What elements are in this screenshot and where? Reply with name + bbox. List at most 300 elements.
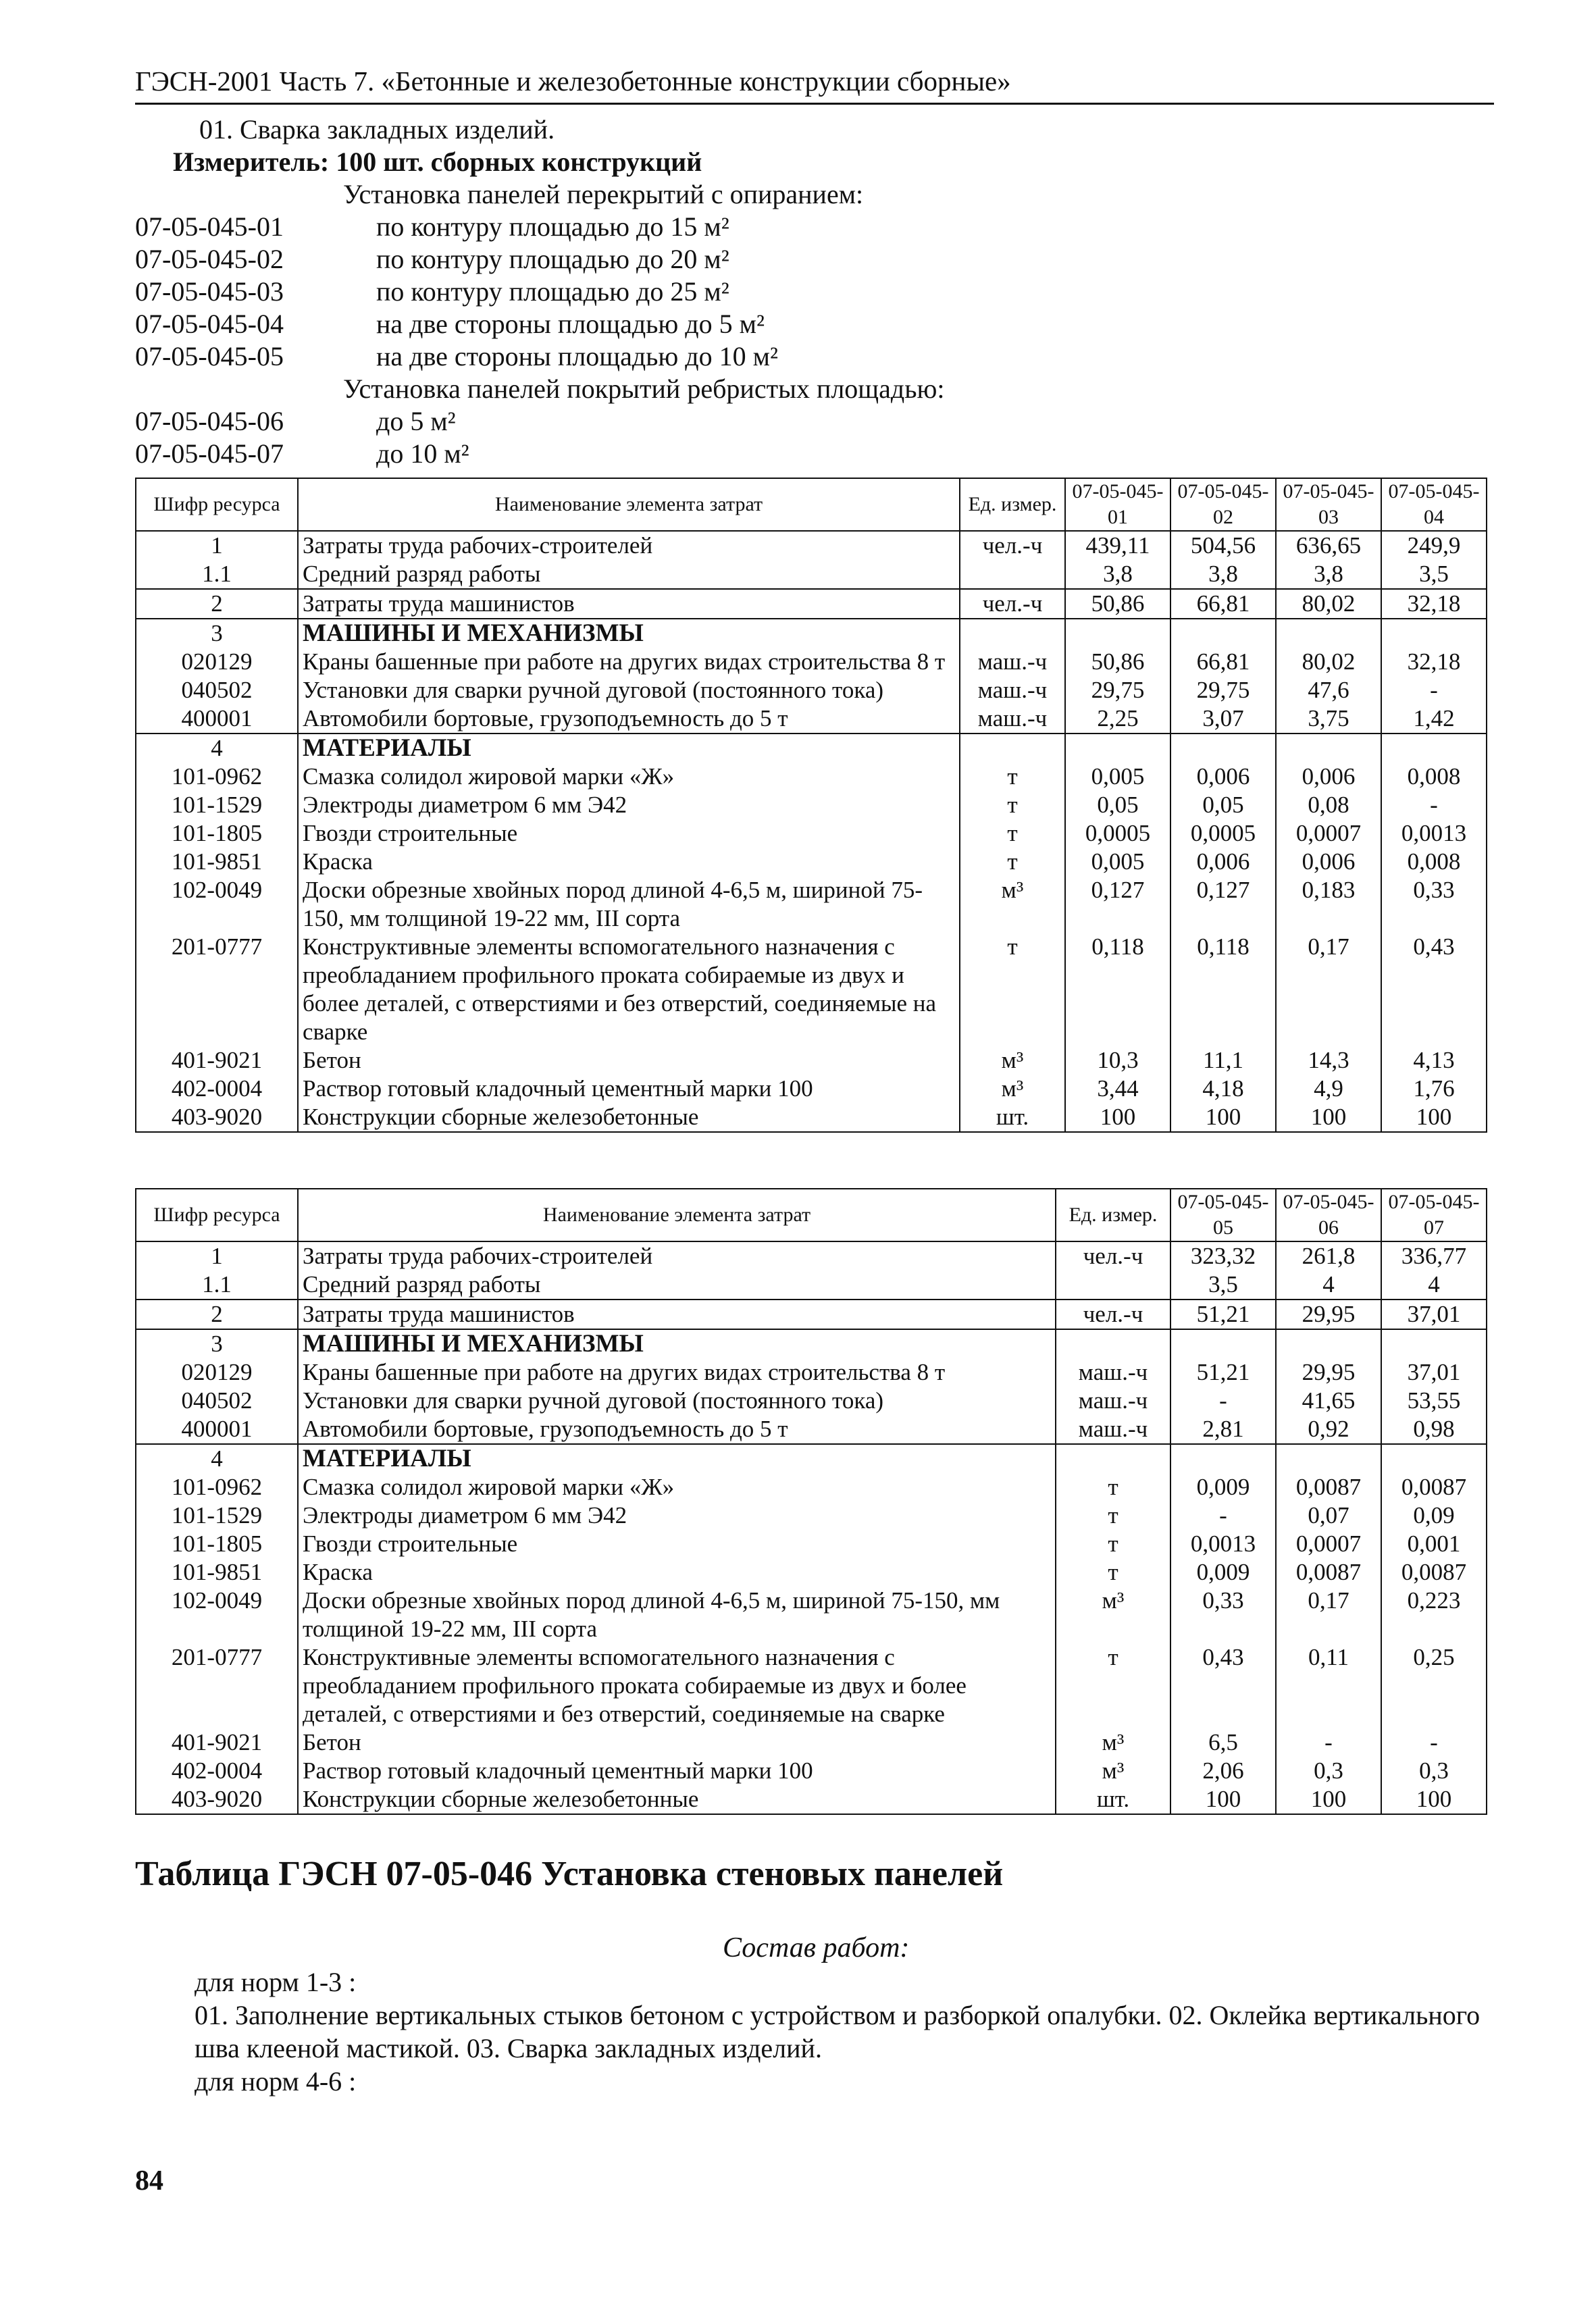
table-row (136, 648, 1487, 676)
cell-unit (960, 560, 1065, 589)
cell-unit: чел.-ч (1056, 1241, 1170, 1270)
cell-value: 0,009 (1170, 1558, 1276, 1587)
header-rule (135, 103, 1494, 105)
cell-value: 0,223 (1381, 1587, 1487, 1643)
cell-code: 403-9020 (136, 1103, 298, 1132)
cell-unit (1056, 1270, 1170, 1300)
cell-value: 100 (1065, 1103, 1170, 1132)
cell-unit (960, 619, 1065, 648)
cell-value (1170, 619, 1276, 648)
cell-value: 29,95 (1276, 1358, 1381, 1387)
cell-value: 3,8 (1276, 560, 1381, 589)
cell-value: - (1381, 1728, 1487, 1757)
cell-value (1381, 1444, 1487, 1473)
cell-value: 0,33 (1170, 1587, 1276, 1643)
cell-value: 50,86 (1065, 648, 1170, 676)
cell-value: 3,5 (1170, 1270, 1276, 1300)
norm-item (135, 276, 1486, 308)
cell-value (1065, 619, 1170, 648)
cell-name: МАТЕРИАЛЫ (298, 1444, 1056, 1473)
cell-value: 100 (1170, 1103, 1276, 1132)
cell-code: 1.1 (136, 560, 298, 589)
col-header-norm: 07-05-045-05 (1170, 1189, 1276, 1241)
cell-unit: т (1056, 1473, 1170, 1501)
cell-value: 14,3 (1276, 1046, 1381, 1075)
cell-value: 51,21 (1170, 1300, 1276, 1329)
cell-value: 4,9 (1276, 1075, 1381, 1103)
work-composition-title: Состав работ: (723, 1932, 910, 1963)
cell-unit: маш.-ч (960, 704, 1065, 734)
cell-name: Конструкции сборные железобетонные (298, 1103, 960, 1132)
col-header-norm: 07-05-045-01 (1065, 478, 1170, 531)
cell-value: 0,006 (1170, 763, 1276, 791)
col-header-unit: Ед. измер. (960, 478, 1065, 531)
cell-code: 401-9021 (136, 1728, 298, 1757)
norm-code: 07-05-045-07 (135, 438, 284, 469)
cell-value: - (1381, 676, 1487, 704)
norm-desc: до 5 м² (376, 406, 456, 436)
cell-value: 0,3 (1381, 1757, 1487, 1785)
norm-code: 07-05-045-04 (135, 309, 284, 339)
norm-code: 07-05-045-06 (135, 406, 284, 436)
cell-value: 0,3 (1276, 1757, 1381, 1785)
page-number: 84 (135, 2165, 163, 2196)
cell-value (1170, 734, 1276, 763)
cell-value: 0,17 (1276, 933, 1381, 1046)
cell-unit (960, 734, 1065, 763)
table-row (136, 876, 1487, 933)
cell-value: 0,118 (1170, 933, 1276, 1046)
cell-value (1276, 1444, 1381, 1473)
cell-value: 100 (1381, 1785, 1487, 1814)
cell-value: 0,43 (1170, 1643, 1276, 1728)
cell-value: 249,9 (1381, 531, 1487, 560)
norm-item (135, 405, 1486, 438)
cell-value: 0,0013 (1381, 819, 1487, 848)
intro-block (135, 113, 1486, 470)
cell-value: 6,5 (1170, 1728, 1276, 1757)
meter-value: 100 шт. сборных конструкций (336, 147, 702, 177)
cell-name: МАШИНЫ И МЕХАНИЗМЫ (298, 1329, 1056, 1358)
col-header-norm: 07-05-045-02 (1170, 478, 1276, 531)
norm-desc: по контуру площадью до 15 м² (376, 211, 729, 242)
cell-code: 101-9851 (136, 848, 298, 876)
cell-value: 0,0087 (1276, 1558, 1381, 1587)
cell-unit: м³ (1056, 1757, 1170, 1785)
cell-name: Раствор готовый кладочный цементный марки 100 (298, 1757, 1056, 1785)
table-row (136, 933, 1487, 1046)
cell-value: 53,55 (1381, 1387, 1487, 1415)
cell-name: Установки для сварки ручной дуговой (постоянного тока) (298, 1387, 1056, 1415)
cell-name: Автомобили бортовые, грузоподъемность до 5 т (298, 1415, 1056, 1444)
cell-value: 0,25 (1381, 1643, 1487, 1728)
cell-value: 4 (1381, 1270, 1487, 1300)
cell-value: 29,75 (1065, 676, 1170, 704)
cell-value: 0,183 (1276, 876, 1381, 933)
cell-name: Бетон (298, 1046, 960, 1075)
cell-value: - (1381, 791, 1487, 819)
table-row (136, 1473, 1487, 1501)
cell-value: 0,118 (1065, 933, 1170, 1046)
col-header-norm: 07-05-045-07 (1381, 1189, 1487, 1241)
cell-value: 3,8 (1065, 560, 1170, 589)
cell-value: 3,5 (1381, 560, 1487, 589)
col-header-norm: 07-05-045-04 (1381, 478, 1487, 531)
norm-item (135, 243, 1486, 276)
cell-code: 101-1529 (136, 791, 298, 819)
cell-name: Затраты труда машинистов (298, 589, 960, 619)
table-row (136, 848, 1487, 876)
cell-unit: маш.-ч (1056, 1415, 1170, 1444)
cell-value: 11,1 (1170, 1046, 1276, 1075)
cell-code: 102-0049 (136, 876, 298, 933)
cell-unit: маш.-ч (1056, 1387, 1170, 1415)
table-row (136, 734, 1487, 763)
cell-name: МАТЕРИАЛЫ (298, 734, 960, 763)
table-header-row (136, 1189, 1487, 1241)
cell-value: 0,009 (1170, 1473, 1276, 1501)
meter-label: Измеритель: (173, 147, 330, 177)
table-row (136, 1046, 1487, 1075)
col-header-norm: 07-05-045-03 (1276, 478, 1381, 531)
cell-value: 29,95 (1276, 1300, 1381, 1329)
col-header-name: Наименование элемента затрат (298, 1189, 1056, 1241)
cell-value: 0,005 (1065, 763, 1170, 791)
cell-value: 41,65 (1276, 1387, 1381, 1415)
cell-name: Затраты труда машинистов (298, 1300, 1056, 1329)
cell-value: 3,75 (1276, 704, 1381, 734)
cell-value: 0,05 (1170, 791, 1276, 819)
cell-name: Гвозди строительные (298, 819, 960, 848)
cell-value (1170, 1329, 1276, 1358)
cell-value: 0,0087 (1381, 1558, 1487, 1587)
cell-value: 0,006 (1170, 848, 1276, 876)
cell-value: 0,008 (1381, 848, 1487, 876)
cell-value: - (1170, 1501, 1276, 1530)
cell-value: 66,81 (1170, 589, 1276, 619)
cell-code: 101-0962 (136, 763, 298, 791)
cell-value: 0,001 (1381, 1530, 1487, 1558)
cell-value: 0,0013 (1170, 1530, 1276, 1558)
running-header: ГЭСН-2001 Часть 7. «Бетонные и железобетонные конструкции сборные» (135, 66, 1011, 97)
cell-code: 402-0004 (136, 1075, 298, 1103)
table-row (136, 619, 1487, 648)
norm-item (135, 438, 1486, 470)
cell-value: 80,02 (1276, 589, 1381, 619)
table-row (136, 704, 1487, 734)
cell-unit: т (960, 819, 1065, 848)
cell-name: Электроды диаметром 6 мм Э42 (298, 791, 960, 819)
norm-item (135, 340, 1486, 373)
table-row (136, 1241, 1487, 1270)
cell-value (1276, 734, 1381, 763)
cell-unit: маш.-ч (960, 676, 1065, 704)
cell-value: 336,77 (1381, 1241, 1487, 1270)
table-row (136, 1785, 1487, 1814)
cell-name: Электроды диаметром 6 мм Э42 (298, 1501, 1056, 1530)
cell-value: 0,17 (1276, 1587, 1381, 1643)
cell-name: Средний разряд работы (298, 560, 960, 589)
cell-code: 1 (136, 1241, 298, 1270)
cell-name: Затраты труда рабочих-строителей (298, 531, 960, 560)
cell-value: 4 (1276, 1270, 1381, 1300)
table-row (136, 1643, 1487, 1728)
table-row (136, 1358, 1487, 1387)
cell-code: 401-9021 (136, 1046, 298, 1075)
cell-value: 0,006 (1276, 763, 1381, 791)
table-row (136, 1270, 1487, 1300)
cell-value: 2,06 (1170, 1757, 1276, 1785)
cell-value: 1,42 (1381, 704, 1487, 734)
cell-value (1065, 734, 1170, 763)
cell-value: - (1170, 1387, 1276, 1415)
cell-value: 4,18 (1170, 1075, 1276, 1103)
table-body (136, 1241, 1487, 1814)
cell-unit: т (1056, 1558, 1170, 1587)
cell-value: 10,3 (1065, 1046, 1170, 1075)
cell-value: 0,11 (1276, 1643, 1381, 1728)
group-heading-1: Установка панелей перекрытий с опиранием: (343, 179, 864, 209)
cell-value: 100 (1276, 1785, 1381, 1814)
cell-value: - (1276, 1728, 1381, 1757)
cell-name: Конструктивные элементы вспомогательного назначения с преобладанием профильного проката собираемые из двух и более деталей, с отверстиями и без отверстий, соединяемые на сварке (298, 1643, 1056, 1728)
cell-value: 0,008 (1381, 763, 1487, 791)
cell-code: 040502 (136, 676, 298, 704)
cell-value: 29,75 (1170, 676, 1276, 704)
table-header-row (136, 478, 1487, 531)
cell-value: 37,01 (1381, 1358, 1487, 1387)
cell-name: Гвозди строительные (298, 1530, 1056, 1558)
for-norms-1-3: для норм 1-3 : (195, 1967, 357, 1997)
col-header-code: Шифр ресурса (136, 1189, 298, 1241)
cell-value: 3,44 (1065, 1075, 1170, 1103)
cell-unit: м³ (1056, 1728, 1170, 1757)
norm-item (135, 308, 1486, 340)
cell-unit: т (1056, 1643, 1170, 1728)
cell-name: Автомобили бортовые, грузоподъемность до 5 т (298, 704, 960, 734)
norm-desc: по контуру площадью до 20 м² (376, 244, 729, 274)
table-row (136, 763, 1487, 791)
cell-name: МАШИНЫ И МЕХАНИЗМЫ (298, 619, 960, 648)
table-row (136, 1558, 1487, 1587)
table-row (136, 791, 1487, 819)
cell-value: 0,006 (1276, 848, 1381, 876)
cell-value: 100 (1381, 1103, 1487, 1132)
cell-value: 0,08 (1276, 791, 1381, 819)
cell-unit: чел.-ч (1056, 1300, 1170, 1329)
cell-value: 3,07 (1170, 704, 1276, 734)
cell-value: 2,81 (1170, 1415, 1276, 1444)
resource-table-1 (135, 478, 1487, 1133)
cell-unit: т (960, 848, 1065, 876)
table-row (136, 1530, 1487, 1558)
cell-value: 0,0005 (1170, 819, 1276, 848)
cell-name: Доски обрезные хвойных пород длиной 4-6,5 м, шириной 75-150, мм толщиной 19-22 мм, III сорта (298, 1587, 1056, 1643)
cell-name: Конструктивные элементы вспомогательного назначения с преобладанием профильного проката собираемые из двух и более деталей, с отверстиями и без отверстий, соединяемые на сварке (298, 933, 960, 1046)
cell-name: Затраты труда рабочих-строителей (298, 1241, 1056, 1270)
table-row (136, 1757, 1487, 1785)
cell-code: 102-0049 (136, 1587, 298, 1643)
for-norms-4-6: для норм 4-6 : (195, 2066, 357, 2097)
cell-code: 101-1805 (136, 819, 298, 848)
cell-value: 32,18 (1381, 589, 1487, 619)
cell-unit: т (960, 763, 1065, 791)
cell-value: 1,76 (1381, 1075, 1487, 1103)
meter-line (135, 146, 1486, 178)
cell-name: Раствор готовый кладочный цементный марки 100 (298, 1075, 960, 1103)
col-header-name: Наименование элемента затрат (298, 478, 960, 531)
col-header-code: Шифр ресурса (136, 478, 298, 531)
cell-value (1170, 1444, 1276, 1473)
cell-code: 040502 (136, 1387, 298, 1415)
cell-name: Краска (298, 848, 960, 876)
cell-code: 3 (136, 619, 298, 648)
cell-unit: шт. (1056, 1785, 1170, 1814)
cell-value: 3,8 (1170, 560, 1276, 589)
table-row (136, 1300, 1487, 1329)
cell-value: 51,21 (1170, 1358, 1276, 1387)
cell-code: 2 (136, 589, 298, 619)
cell-code: 3 (136, 1329, 298, 1358)
cell-name: Установки для сварки ручной дуговой (постоянного тока) (298, 676, 960, 704)
cell-value: 0,127 (1065, 876, 1170, 933)
cell-value: 0,92 (1276, 1415, 1381, 1444)
norm-desc: до 10 м² (376, 438, 469, 469)
cell-name: Краны башенные при работе на других видах строительства 8 т (298, 1358, 1056, 1387)
ops-text: 01. Сварка закладных изделий. (199, 114, 555, 145)
cell-name: Смазка солидол жировой марки «Ж» (298, 763, 960, 791)
cell-unit: м³ (1056, 1587, 1170, 1643)
cell-value: 32,18 (1381, 648, 1487, 676)
cell-unit: м³ (960, 1046, 1065, 1075)
cell-unit: м³ (960, 1075, 1065, 1103)
table-row (136, 589, 1487, 619)
cell-value: 47,6 (1276, 676, 1381, 704)
cell-unit (1056, 1444, 1170, 1473)
cell-value: 0,127 (1170, 876, 1276, 933)
cell-name: Конструкции сборные железобетонные (298, 1785, 1056, 1814)
cell-name: Краны башенные при работе на других видах строительства 8 т (298, 648, 960, 676)
cell-value: 66,81 (1170, 648, 1276, 676)
cell-value: 0,005 (1065, 848, 1170, 876)
cell-code: 101-9851 (136, 1558, 298, 1587)
cell-value: 0,0005 (1065, 819, 1170, 848)
section-title: Таблица ГЭСН 07-05-046 Установка стеновых панелей (135, 1855, 1004, 1893)
cell-value: 80,02 (1276, 648, 1381, 676)
cell-value: 0,43 (1381, 933, 1487, 1046)
table-row (136, 1587, 1487, 1643)
cell-value: 0,07 (1276, 1501, 1381, 1530)
table-row (136, 560, 1487, 589)
cell-value (1276, 1329, 1381, 1358)
cell-value: 37,01 (1381, 1300, 1487, 1329)
cell-value: 0,09 (1381, 1501, 1487, 1530)
group-heading-2: Установка панелей покрытий ребристых площадью: (343, 374, 945, 404)
norm-item (135, 211, 1486, 243)
cell-code: 101-1805 (136, 1530, 298, 1558)
col-header-norm: 07-05-045-06 (1276, 1189, 1381, 1241)
cell-value (1381, 1329, 1487, 1358)
cell-value: 0,33 (1381, 876, 1487, 933)
cell-code: 101-1529 (136, 1501, 298, 1530)
cell-code: 4 (136, 1444, 298, 1473)
norm-code: 07-05-045-02 (135, 244, 284, 274)
cell-code: 101-0962 (136, 1473, 298, 1501)
cell-name: Доски обрезные хвойных пород длиной 4-6,5 м, шириной 75-150, мм толщиной 19-22 мм, III сорта (298, 876, 960, 933)
table-row (136, 1387, 1487, 1415)
cell-value: 100 (1170, 1785, 1276, 1814)
table-row (136, 1501, 1487, 1530)
norm-code: 07-05-045-05 (135, 341, 284, 371)
cell-value: 261,8 (1276, 1241, 1381, 1270)
cell-unit: т (960, 791, 1065, 819)
cell-value: 323,32 (1170, 1241, 1276, 1270)
table-row (136, 1444, 1487, 1473)
norm-code: 07-05-045-03 (135, 276, 284, 307)
table-body (136, 531, 1487, 1132)
cell-code: 2 (136, 1300, 298, 1329)
cell-unit: т (1056, 1501, 1170, 1530)
table-row (136, 819, 1487, 848)
norm-desc: на две стороны площадью до 10 м² (376, 341, 778, 371)
cell-code: 1.1 (136, 1270, 298, 1300)
work-composition-text (135, 1965, 1486, 2098)
table-row (136, 1415, 1487, 1444)
cell-unit: т (1056, 1530, 1170, 1558)
cell-code: 403-9020 (136, 1785, 298, 1814)
table-row (136, 1103, 1487, 1132)
cell-value: 0,98 (1381, 1415, 1487, 1444)
cell-code: 201-0777 (136, 1643, 298, 1728)
cell-value: 439,11 (1065, 531, 1170, 560)
cell-value: 504,56 (1170, 531, 1276, 560)
work-paragraph: 01. Заполнение вертикальных стыков бетоном с устройством и разборкой опалубки. 02. Оклейка вертикального шва клееной мастикой. 03. Сварка закладных изделий. (195, 2000, 1481, 2063)
norm-desc: на две стороны площадью до 5 м² (376, 309, 765, 339)
cell-value: 0,0087 (1276, 1473, 1381, 1501)
table-row (136, 531, 1487, 560)
cell-unit: шт. (960, 1103, 1065, 1132)
cell-code: 020129 (136, 648, 298, 676)
table-row (136, 1728, 1487, 1757)
cell-unit: чел.-ч (960, 531, 1065, 560)
cell-unit: чел.-ч (960, 589, 1065, 619)
col-header-unit: Ед. измер. (1056, 1189, 1170, 1241)
cell-value: 636,65 (1276, 531, 1381, 560)
cell-name: Смазка солидол жировой марки «Ж» (298, 1473, 1056, 1501)
cell-code: 400001 (136, 1415, 298, 1444)
resource-table-2 (135, 1188, 1487, 1815)
cell-code: 402-0004 (136, 1757, 298, 1785)
cell-name: Краска (298, 1558, 1056, 1587)
cell-value: 4,13 (1381, 1046, 1487, 1075)
norm-code: 07-05-045-01 (135, 211, 284, 242)
cell-value (1381, 734, 1487, 763)
cell-name: Средний разряд работы (298, 1270, 1056, 1300)
cell-code: 020129 (136, 1358, 298, 1387)
cell-code: 400001 (136, 704, 298, 734)
cell-unit: маш.-ч (1056, 1358, 1170, 1387)
norm-desc: по контуру площадью до 25 м² (376, 276, 729, 307)
cell-value: 0,0007 (1276, 819, 1381, 848)
cell-unit: т (960, 933, 1065, 1046)
cell-code: 4 (136, 734, 298, 763)
cell-value: 0,0087 (1381, 1473, 1487, 1501)
cell-name: Бетон (298, 1728, 1056, 1757)
cell-value: 50,86 (1065, 589, 1170, 619)
cell-value (1381, 619, 1487, 648)
cell-value: 100 (1276, 1103, 1381, 1132)
cell-code: 1 (136, 531, 298, 560)
